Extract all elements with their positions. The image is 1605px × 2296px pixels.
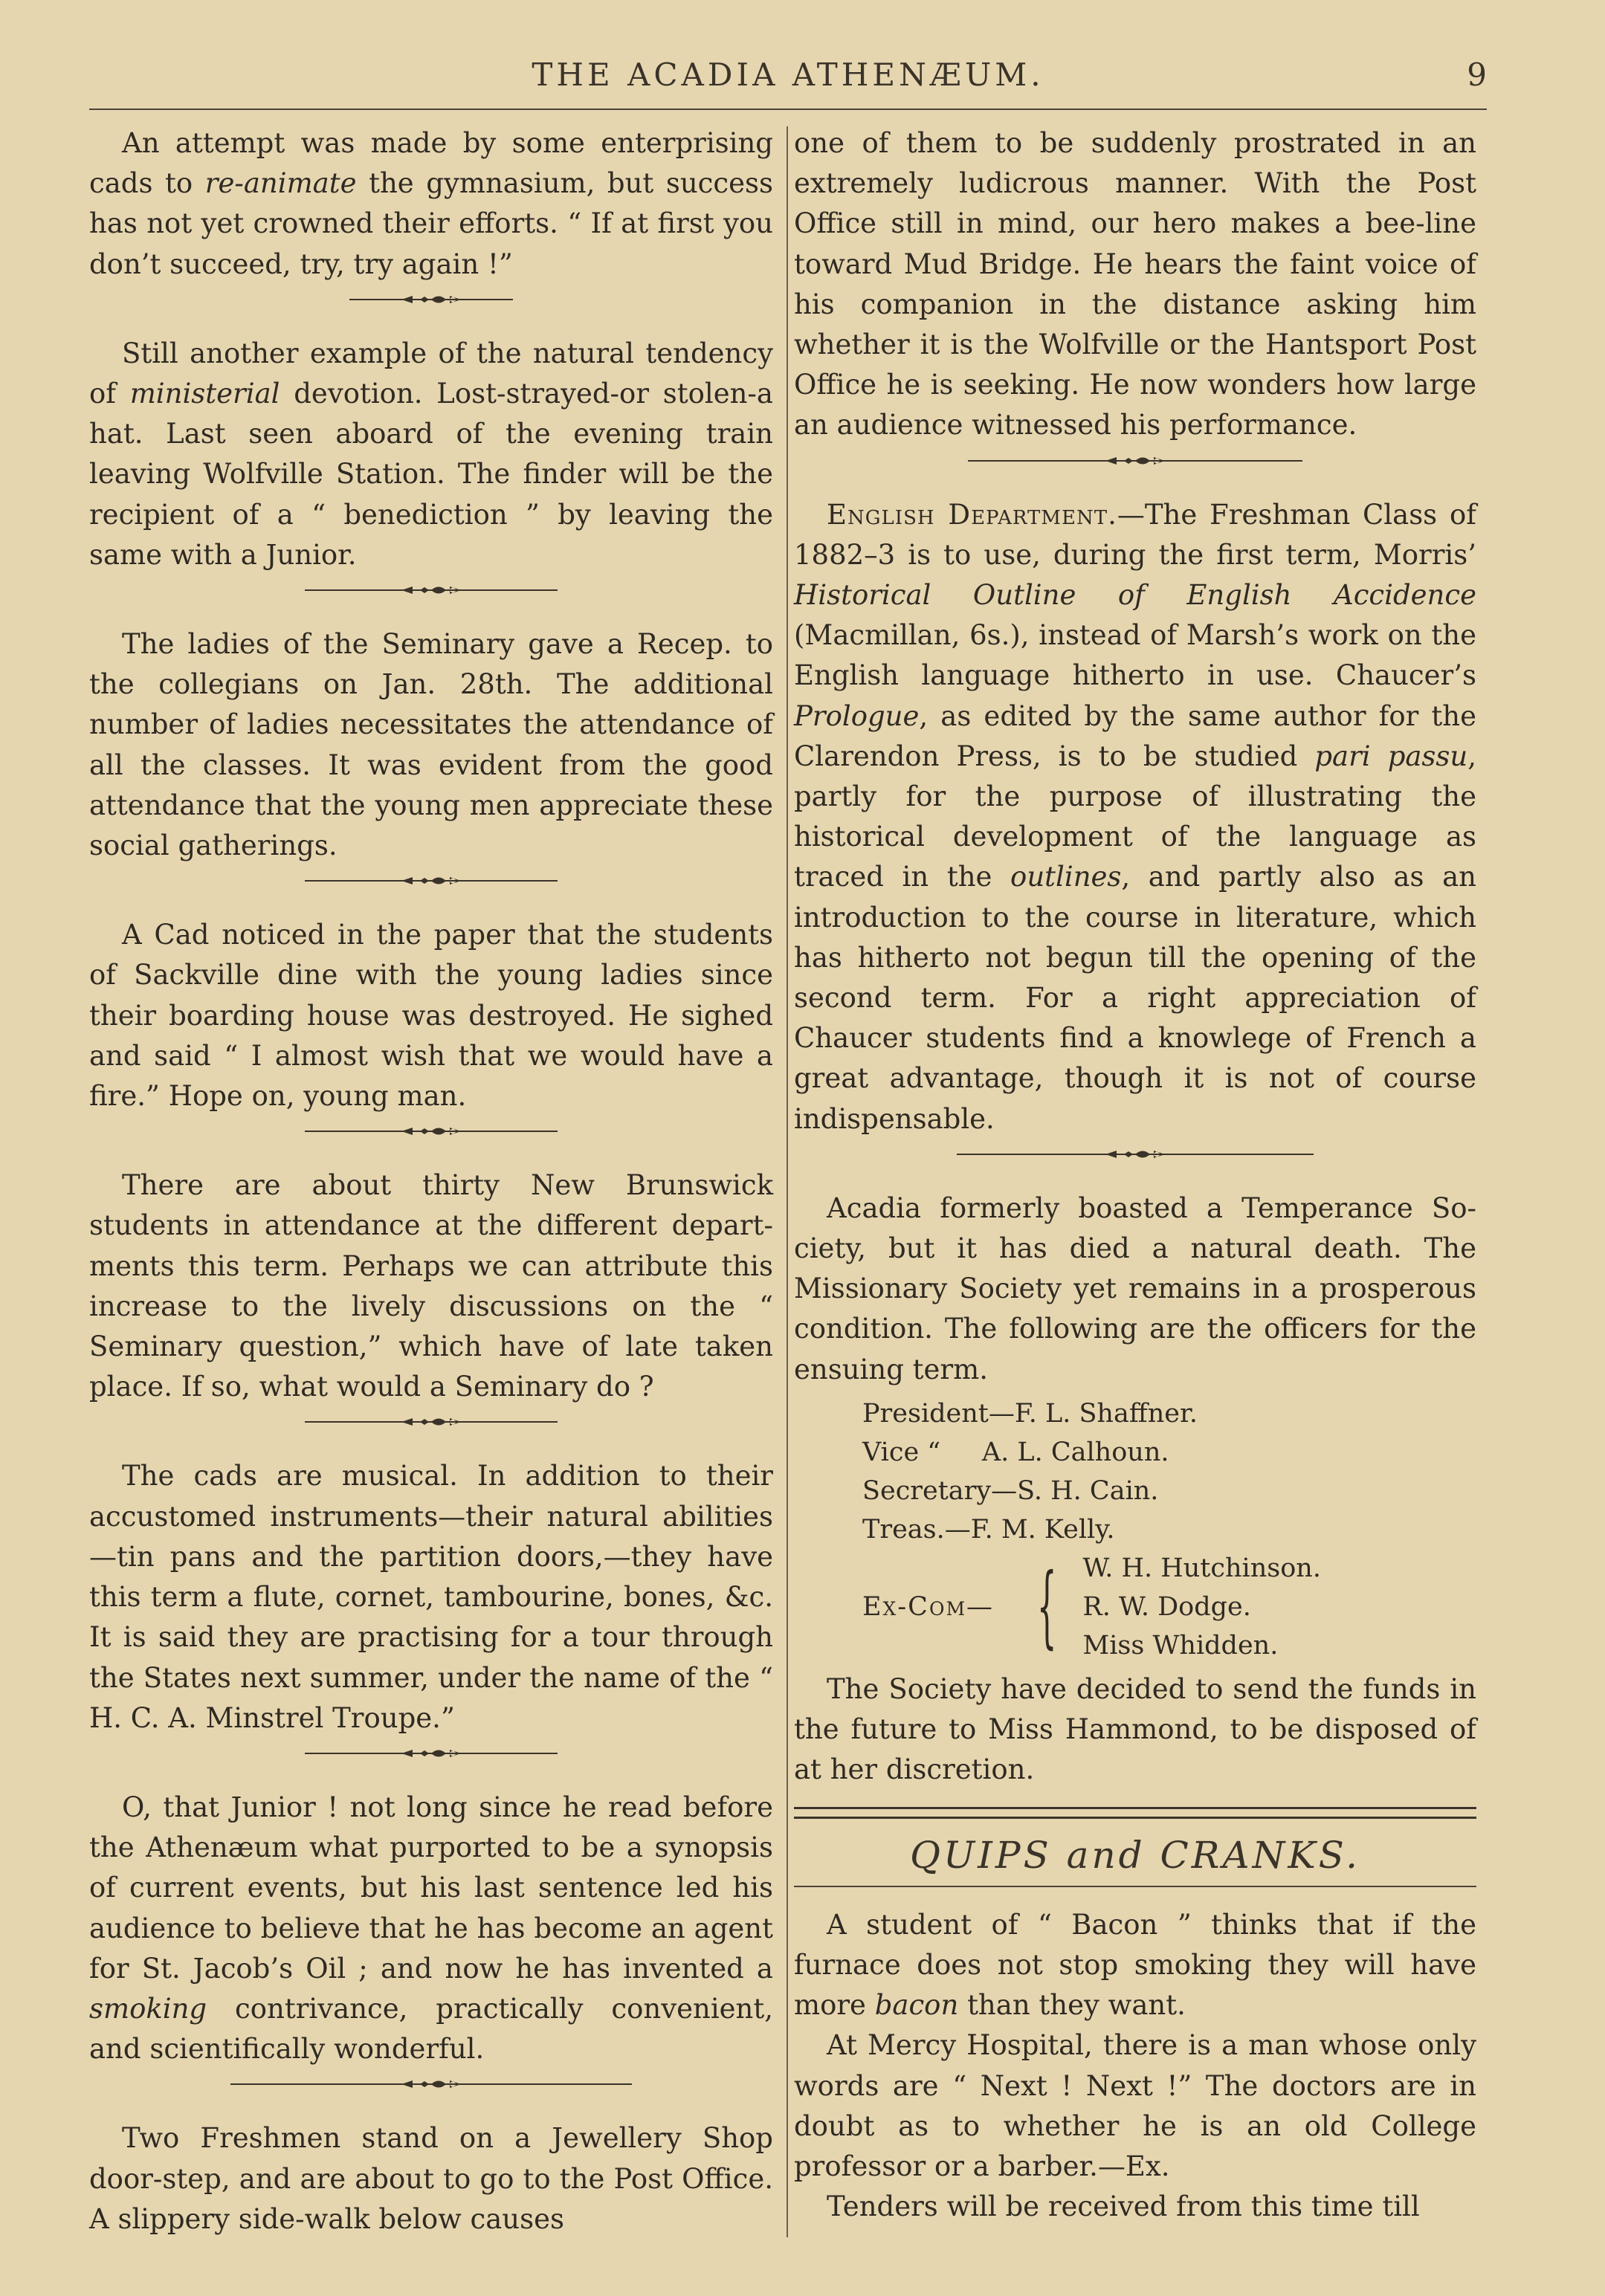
ornament-divider bbox=[89, 575, 773, 624]
ornament-divider bbox=[89, 1116, 773, 1165]
paragraph-freshmen-continued: one of them to be suddenly prostrated in an extremely ludicrous manner. With the Post Office still in mind, our hero makes a bee-line toward Mud Bridge. He hears the faint voice of his companion in the distance asking him whether it is the Wolfville or the Hantsport Post Office he is seeking. He now wonders how large an audience witnessed his performance. bbox=[794, 127, 1476, 442]
officer-vice: Vice “ A. L. Calhoun. bbox=[862, 1437, 1169, 1467]
excom-names bbox=[1082, 1549, 1321, 1665]
ornament-divider bbox=[89, 285, 773, 334]
ornament-divider bbox=[89, 1407, 773, 1456]
ornament-divider bbox=[89, 866, 773, 915]
paragraph-seminary-reception: The ladies of the Seminary gave a Recep. to the collegians on Jan. 28th. The additional number of ladies necessitates the attendance of all the classes. It was evident from the good attendance that the young men appreciate these social gatherings. bbox=[89, 628, 773, 862]
header-rule bbox=[89, 109, 1487, 110]
paragraph-cads-musical: The cads are musical. In addition to their accustomed instruments—their natural abilities—tin pans and the partition doors,—they have this term a flute, cornet, tambourine, bones, &c. It is said they are practising for a tour through the States next summer, under the name of the “ H. C. A. Minstrel Troupe.” bbox=[89, 1460, 773, 1734]
page-header bbox=[89, 56, 1487, 104]
section-rule bbox=[794, 1807, 1476, 1819]
excom-label: Ex-Com— bbox=[862, 1591, 995, 1622]
ornament-divider bbox=[794, 1139, 1476, 1189]
excom-member: Miss Whidden. bbox=[1082, 1630, 1279, 1660]
excom-member: R. W. Dodge. bbox=[1082, 1591, 1251, 1622]
paragraph-new-brunswick: There are about thirty New Brunswick students in attendance at the different departments this term. Perhaps we can attribute this increase to the lively discussions on the “ Seminary question,” which have of late taken place. If so, what would a Seminary do ? bbox=[89, 1169, 773, 1403]
officer-president: President—F. L. Shaffner. bbox=[862, 1398, 1198, 1429]
officer-treasurer: Treas.—F. M. Kelly. bbox=[862, 1514, 1115, 1545]
paragraph-gymnasium: An attempt was made by some enterprising cads to re-animate the gymnasium, but success has not yet crowned their efforts. “ If at first you don’t succeed, try, try again !” bbox=[89, 127, 774, 280]
right-column bbox=[794, 123, 1476, 2227]
paragraph-temperance-society: Acadia formerly boasted a Temperance Society, but it has died a natural death. The Missionary Society yet remains in a prosperous condition. The following are the officers for the ensuing term. bbox=[794, 1191, 1476, 1385]
paragraph-junior: O, that Junior ! not long since he read before the Athenæum what purported to be a synopsis of current events, but his last sentence led his audience to believe that he has become an agent for St. Jacob’s Oil ; and now he has invented a smoking contrivance, practically convenient, and scientifically wonderful. bbox=[89, 1791, 774, 2066]
officer-secretary: Secretary—S. H. Cain. bbox=[862, 1475, 1159, 1506]
ornament-divider bbox=[794, 446, 1476, 495]
masthead-title: THE ACADIA ATHENÆUM. bbox=[532, 56, 1044, 93]
paragraph-sackville: A Cad noticed in the paper that the students of Sackville dine with the young ladies since their boarding house was destroyed. He sighed and said “ I almost wish that we would have a fire.” Hope on, young man. bbox=[89, 919, 773, 1113]
paragraph-english-department: English Department.—The Freshman Class of 1882–3 is to use, during the first term, Morris’ Historical Outline of English Accidence (Macmillan, 6s.), instead of Marsh’s work on the English language hitherto in use. Chaucer’s Prologue, as edited by the same author for the Clarendon Press, is to be studied pari passu, partly for the purpose of illustrating the historical development of the language as traced in the outlines, and partly also as an introduction to the course in literature, which has hitherto not begun till the opening of the second term. For a right appreciation of Chaucer students find a knowlege of French a great advantage, though it is not of course indispensable. bbox=[794, 498, 1477, 1135]
section-title-rule bbox=[794, 1886, 1476, 1887]
officers-list bbox=[862, 1394, 1476, 1665]
left-column bbox=[89, 123, 773, 2240]
paragraph-society-funds: The Society have decided to send the funds in the future to Miss Hammond, to be disposed of at her discretion. bbox=[794, 1672, 1476, 1786]
quip-hospital: At Mercy Hospital, there is a man whose only words are “ Next ! Next !” The doctors are in doubt as to whether he is an old College professor or a barber.—Ex. bbox=[794, 2029, 1476, 2182]
page-number: 9 bbox=[1467, 56, 1487, 93]
ornament-divider bbox=[89, 2069, 773, 2118]
quip-tenders: Tenders will be received from this time till bbox=[827, 2190, 1420, 2223]
paragraph-lost-hat: Still another example of the natural tendency of ministerial devotion. Lost-strayed-or stolen-a hat. Last seen aboard of the evening train leaving Wolfville Station. The finder will be the recipient of a “ benediction ” by leaving the same with a Junior. bbox=[89, 337, 773, 571]
paragraph-freshmen: Two Freshmen stand on a Jewellery Shop door-step, and are about to go to the Post Office. A slippery side-walk below causes bbox=[89, 2122, 773, 2235]
excom-member: W. H. Hutchinson. bbox=[1082, 1553, 1321, 1583]
officer-executive-committee bbox=[862, 1549, 1476, 1665]
section-title: QUIPS and CRANKS. bbox=[909, 1833, 1361, 1877]
quip-bacon: A student of “ Bacon ” thinks that if the furnace does not stop smoking they will have more bacon than they want. bbox=[794, 1908, 1476, 2022]
column-divider bbox=[787, 126, 788, 2237]
ornament-divider bbox=[89, 1739, 773, 1788]
brace-symbol: { bbox=[1036, 1554, 1057, 1658]
